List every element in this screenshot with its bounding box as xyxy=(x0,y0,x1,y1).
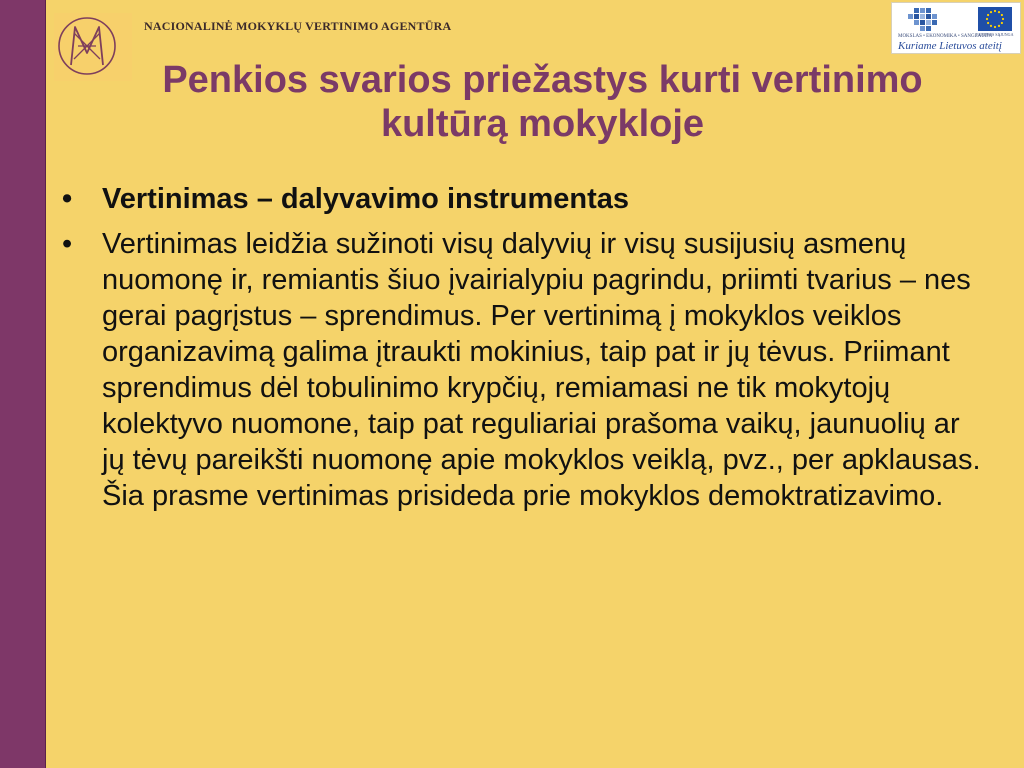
bullet-marker: • xyxy=(62,183,73,215)
slide-title: Penkios svarios priežastys kurti vertinimo kultūrą mokykloje xyxy=(162,59,923,145)
side-bar xyxy=(0,0,45,768)
bullet-text: Vertinimas – dalyvavimo instrumentas xyxy=(102,183,630,215)
monogram-logo-icon xyxy=(54,13,132,81)
eu-flag-icon xyxy=(978,7,1012,31)
bullet-item xyxy=(62,226,982,514)
bullet-item xyxy=(62,181,982,217)
partner-tagline: MOKSLAS • EKONOMIKA • SANGLAUDA xyxy=(898,34,993,39)
partner-logo-box xyxy=(891,2,1021,54)
bullet-marker: • xyxy=(62,228,73,260)
bullet-list xyxy=(62,181,982,514)
side-bar-edge xyxy=(45,0,46,768)
agency-name: NACIONALINĖ MOKYKLŲ VERTINIMO AGENTŪRA xyxy=(144,19,452,33)
partner-slogan: Kuriame Lietuvos ateitį xyxy=(898,40,1002,52)
bullet-text: Vertinimas leidžia sužinoti visų dalyvių ir visų susijusių asmenų nuomonę ir, remiantis šiuo įvairialypiu pagrindu, priimti tvarius – nes gerai pagrįstus – sprendimus. Per vertinimą į mokyklos veiklos organizavimą galima įtraukti mokinius, taip pat ir jų tėvus. Priimant sprendimus dėl tobulinimo krypčių, remiamasi ne tik mokytojų kolektyvo nuomone, taip pat reguliariai prašoma vaikų, jaunuolių ar jų tėvų pareikšti nuomonę apie mokyklos veiklą, pvz., per apklausas. Šia prasme vertinimas prisideda prie mokyklos demoktratizavimo. xyxy=(102,228,981,512)
eu-label: EUROPOS SĄJUNGA xyxy=(976,32,1014,37)
